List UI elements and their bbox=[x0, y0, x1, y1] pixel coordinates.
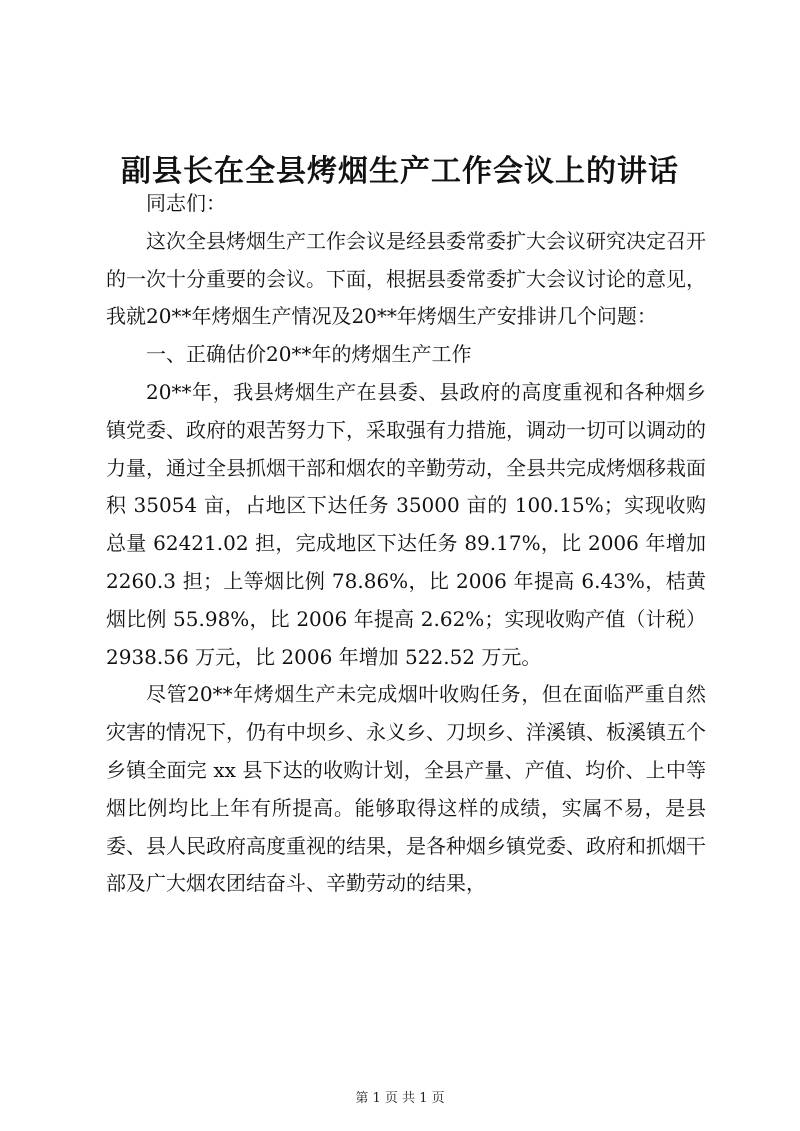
intro-paragraph: 这次全县烤烟生产工作会议是经县委常委扩大会议研究决定召开的一次十分重要的会议。下面，根据县委常委扩大会议讨论的意见，我就20**年烤烟生产情况及20**年烤烟生产安排讲几个问题： bbox=[106, 228, 706, 329]
page-footer: 第 1 页 共 1 页 bbox=[355, 1091, 445, 1106]
achievement-paragraph: 尽管20**年烤烟生产未完成烟叶收购任务，但在面临严重自然灾害的情况下，仍有中坝乡、永义乡、刀坝乡、洋溪镇、板溪镇五个乡镇全面完 xx 县下达的收购计划，全县产量、产值、均价、上中等烟比例均比上年有所提高。能够取得这样的成绩，实属不易，是县委、县人民政府高度重视的结果，是各种烟乡镇党委、政府和抓烟干部及广大烟农团结奋斗、辛勤劳动的结果， bbox=[106, 682, 706, 896]
document-body bbox=[106, 185, 706, 903]
page-title: 副县长在全县烤烟生产工作会议上的讲话 bbox=[121, 154, 679, 189]
salutation: 同志们： bbox=[146, 191, 226, 215]
results-paragraph: 20**年，我县烤烟生产在县委、县政府的高度重视和各种烟乡镇党委、政府的艰苦努力下，采取强有力措施，调动一切可以调动的力量，通过全县抓烟干部和烟农的辛勤劳动，全县共完成烤烟移栽面积 35054 亩，占地区下达任务 35000 亩的 100.15%；实现收购总量 62421.02 担，完成地区下达任务 89.17%，比 2006 年增加 2260.3 担；上等烟比例 78.86%，比 2006 年提高 6.43%，桔黄烟比例 55.98%，比 2006 年提高 2.62%；实现收购产值（计税）2938.56 万元，比 2006 年增加 522.52 万元。 bbox=[106, 379, 706, 669]
section-heading: 一、正确估价20**年的烤烟生产工作 bbox=[146, 342, 472, 367]
